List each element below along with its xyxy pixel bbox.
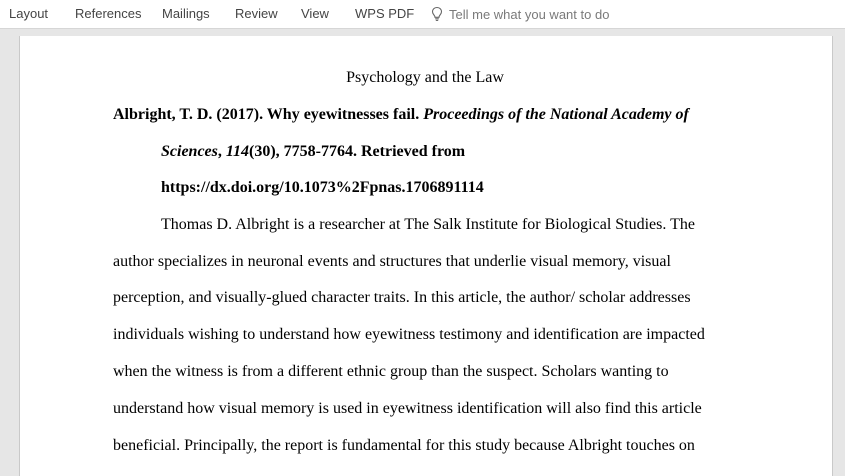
reference-journal: Proceedings of the National Academy of [423,106,689,123]
reference-line-1 [113,105,689,125]
reference-volume: 114 [225,143,249,160]
paragraph-line: individuals wishing to understand how eyewitness testimony and identification are impacted [113,326,705,343]
ribbon-tab-bar [0,0,845,29]
tab-mailings[interactable]: Mailings [162,6,210,21]
reference-sep: , [217,143,226,160]
reference-journal-cont: Sciences [161,143,218,160]
paragraph-line: perception, and visually-glued character traits. In this article, the author/ scholar addresses [113,289,691,306]
tell-me-placeholder: Tell me what you want to do [449,6,610,22]
tab-review[interactable]: Review [235,6,278,21]
reference-line-2 [161,142,465,162]
tab-references[interactable]: References [75,6,142,21]
paragraph-line: when the witness is from a different ethnic group than the suspect. Scholars wanting to [113,363,669,380]
paragraph-line: understand how visual memory is used in eyewitness identification will also find this article [113,400,702,417]
lightbulb-icon [430,6,444,22]
reference-authors-title: Albright, T. D. (2017). Why eyewitnesses fail. [113,106,420,123]
tab-view[interactable]: View [301,6,329,21]
tab-wps-pdf[interactable]: WPS PDF [355,6,415,21]
reference-url: https://dx.doi.org/10.1073%2Fpnas.1706891114 [161,179,484,196]
tell-me-search[interactable] [430,5,609,23]
tab-layout[interactable]: Layout [9,6,49,21]
page-title: Psychology and the Law [346,69,504,86]
paragraph-line: author specializes in neuronal events and structures that underlie visual memory, visual [113,253,671,270]
reference-pages: (30), 7758-7764. Retrieved from [249,143,466,160]
document-page[interactable] [19,36,833,476]
paragraph-line: beneficial. Principally, the report is fundamental for this study because Albright touches on [113,437,695,454]
paragraph-line: Thomas D. Albright is a researcher at The Salk Institute for Biological Studies. The [161,216,695,233]
